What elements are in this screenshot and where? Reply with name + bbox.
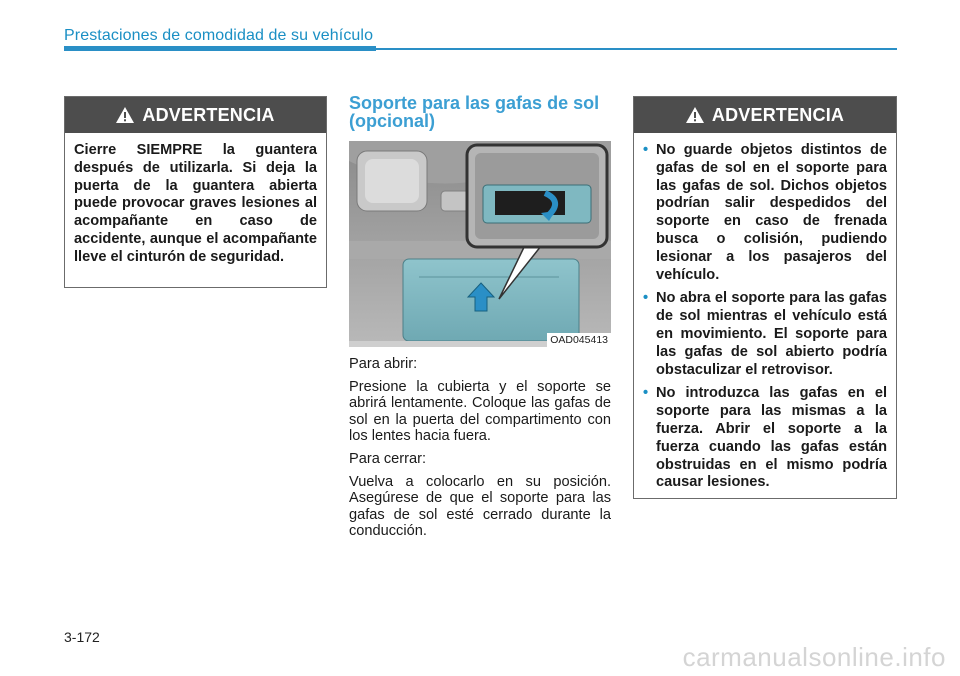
paragraph: Para abrir:	[349, 356, 418, 372]
paragraph: Presione la cubierta y el soporte se abrirá lentamente. Coloque las gafas de sol en la puerta del compartimento con los lentes hacia fuera.	[349, 378, 611, 445]
paragraph: Para cerrar:	[349, 450, 427, 467]
instructions-text	[349, 356, 611, 546]
warning-box-right	[633, 96, 897, 499]
overhead-console-image	[349, 141, 611, 347]
figure-code-label: OAD045413	[547, 333, 611, 347]
warning-title: ADVERTENCIA	[711, 104, 845, 125]
page-number: 3-172	[64, 629, 100, 645]
list-item: • No guarde objetos distintos de gafas de sol en el soporte para las gafas de sol. Dichos objetos podrían salir despedidos del soporte en caso de frenada busca o colisión, pudiendo lesionar a los pasajeros del vehículo.	[643, 142, 887, 284]
paragraph: Vuelva a colocarlo en su posición. Asegúrese de que el soporte para las gafas de sol esté cerrado durante la conducción.	[349, 473, 611, 540]
watermark: carmanualsonline.info	[682, 642, 946, 672]
warning-title: ADVERTENCIA	[142, 104, 275, 125]
warning-triangle-icon	[116, 107, 134, 123]
warning-header	[65, 97, 326, 133]
warning-triangle-icon	[686, 107, 704, 123]
section-header-title: Prestaciones de comodidad de su vehículo	[64, 27, 374, 44]
list-item: • No introduzca las gafas en el soporte para las mismas a la fuerza. Abrir el soporte a la fuerza cuando las gafas están obstruidas en el mismo podría causar lesiones.	[643, 385, 887, 492]
warning-header	[634, 97, 896, 133]
header-rule-accent	[64, 46, 376, 51]
warning-list	[634, 133, 896, 508]
section-title: Soporte para las gafas de sol (opcional)	[349, 93, 600, 131]
sunglass-holder-illustration	[349, 141, 611, 347]
list-item: • No abra el soporte para las gafas de sol mientras el vehículo está en movimiento. El soporte para las gafas de sol abierto podría obstaculizar el retrovisor.	[643, 290, 887, 379]
warning-box-left	[64, 96, 327, 288]
warning-text: Cierre SIEMPRE la guantera después de utilizarla. Si deja la puerta de la guantera abierta puede provocar graves lesiones al acompañante en caso de accidente, aunque el acompañante lleve el cinturón de seguridad.	[74, 142, 317, 265]
